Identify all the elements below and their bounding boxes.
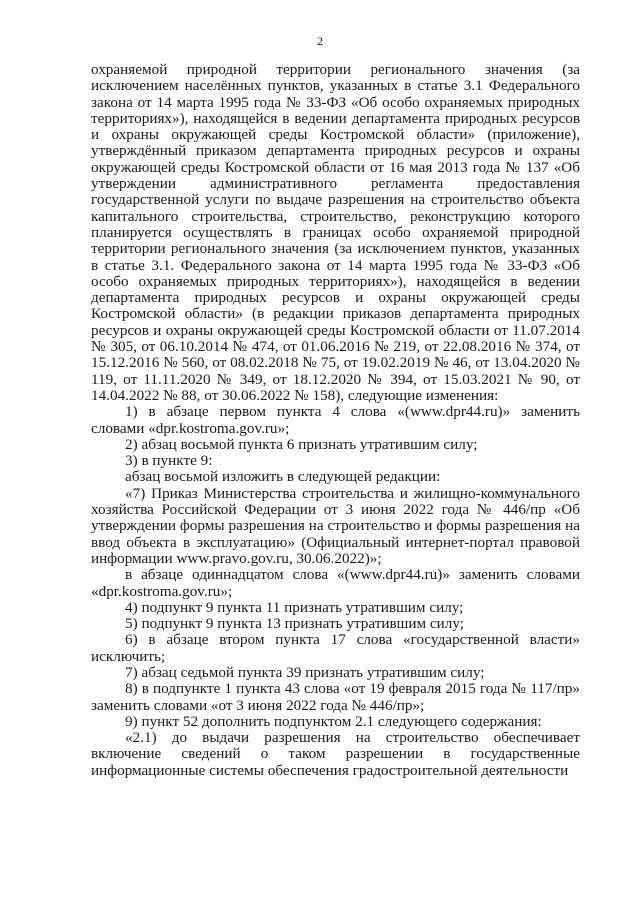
paragraph-item-8: 8) в подпункте 1 пункта 43 слова «от 19 февраля 2015 года № 117/пр» заменить словами «от 3 июня 2022 года № 446/пр»; — [91, 680, 580, 714]
paragraph-item-3-sub-2: в абзаце одиннадцатом слова «(www.dpr44.ru)» заменить словами «dpr.kostroma.gov.ru»; — [91, 566, 580, 600]
paragraph-quoted-item-7: «7) Приказ Министерства строительства и жилищно-коммунального хозяйства Российской Федерации от 3 июня 2022 года № 446/пр «Об утверждении формы разрешения на строительство и формы разрешения на ввод объекта в эксплуатацию» (Официальный интернет-портал правовой информации www.pravo.gov.ru, 30.06.2022)»; — [91, 484, 580, 567]
paragraph-item-1: 1) в абзаце первом пункта 4 слова «(www.dpr44.ru)» заменить словами «dpr.kostroma.gov.ru»; — [91, 403, 580, 437]
paragraph-preamble: охраняемой природной территории регионального значения (за исключением населённых пунктов, указанных в статье 3.1 Федерального закона от 14 марта 1995 года № 33-ФЗ «Об особо охраняемых природных территориях»), находящейся в ведении департамента природных ресурсов и охраны окружающей среды Костромской области» (приложение), утверждённый приказом департамента природных ресурсов и охраны окружающей среды Костромской области от 16 мая 2013 года № 137 «Об утверждении административного регламента предоставления государственной услуги по выдаче разрешения на строительство объекта капитального строительства, строительство, реконструкцию которого планируется осуществлять в границах особо охраняемой природной территории регионального значения (за исключением пунктов, указанных в статье 3.1. Федерального закона от 14 марта 1995 года № 33-ФЗ «Об особо охраняемых природных территориях»), находящейся в ведении департамента природных ресурсов и охраны окружающей среды Костромской области» (в редакции приказов департамента природных ресурсов и охраны окружающей среды Костромской области от 11.07.2014 № 305, от 06.10.2014 № 474, от 01.06.2016 № 219, от 22.08.2016 № 374, от 15.12.2016 № 560, от 08.02.2018 № 75, от 19.02.2019 № 46, от 13.04.2020 № 119, от 11.11.2020 № 349, от 18.12.2020 № 394, от 15.03.2021 № 90, от 14.04.2022 № 88, от 30.06.2022 № 158), следующие изменения: — [91, 61, 580, 404]
paragraph-item-5: 5) подпункт 9 пункта 13 признать утратившим силу; — [125, 615, 464, 633]
paragraph-item-2: 2) абзац восьмой пункта 6 признать утратившим силу; — [125, 435, 478, 453]
paragraph-item-6: 6) в абзаце втором пункта 17 слова «государственной власти» исключить; — [91, 631, 580, 665]
paragraph-item-9: 9) пункт 52 дополнить подпунктом 2.1 следующего содержания: — [125, 712, 542, 730]
paragraph-item-3: 3) в пункте 9: — [125, 452, 213, 470]
page-number: 2 — [317, 34, 323, 48]
paragraph-item-3-sub-1: абзац восьмой изложить в следующей редакции: — [125, 468, 441, 486]
paragraph-quoted-item-2-1: «2.1) до выдачи разрешения на строительство обеспечивает включение сведений о таком разрешении в государственные информационные системы обеспечения градостроительной деятельности — [91, 729, 580, 779]
paragraph-item-4: 4) подпункт 9 пункта 11 признать утратившим силу; — [125, 598, 464, 616]
document-body — [91, 62, 580, 779]
paragraph-item-7: 7) абзац седьмой пункта 39 признать утратившим силу; — [125, 663, 485, 681]
